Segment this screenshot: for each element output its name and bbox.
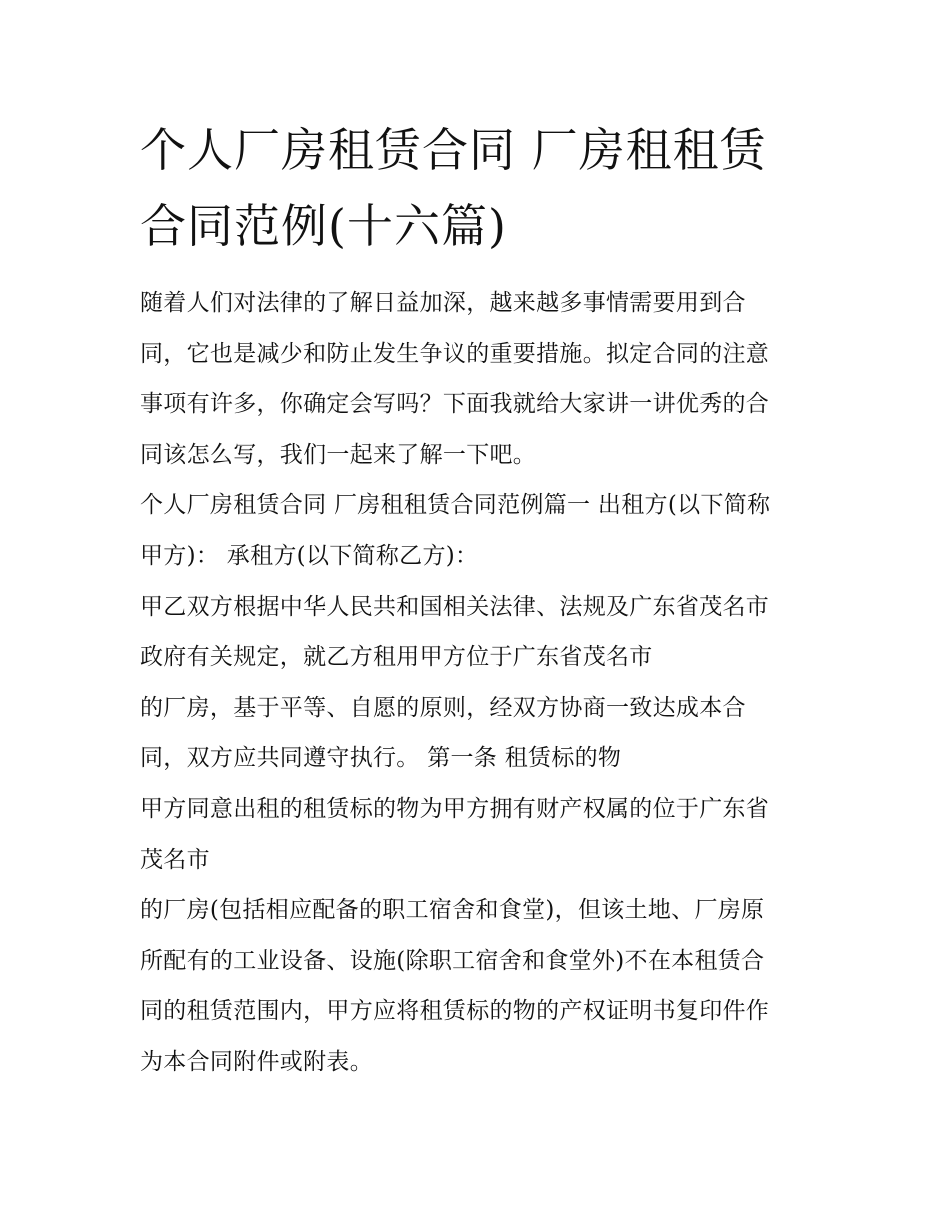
body-line: 同该怎么写，我们一起来了解一下吧。 xyxy=(140,441,537,468)
body-line: 同，它也是减少和防止发生争议的重要措施。拟定合同的注意 xyxy=(140,340,770,367)
body-line: 事项有许多，你确定会写吗？下面我就给大家讲一讲优秀的合 xyxy=(140,391,770,418)
body-line: 甲方同意出租的租赁标的物为甲方拥有财产权属的位于广东省 xyxy=(140,795,770,822)
body-line: 政府有关规定，就乙方租用甲方位于广东省茂名市 xyxy=(140,644,653,671)
body-line: 为本合同附件或附表。 xyxy=(140,1048,373,1075)
body-line: 同的租赁范围内，甲方应将租赁标的物的产权证明书复印件作 xyxy=(140,998,770,1025)
body-line: 所配有的工业设备、设施(除职工宿舍和食堂外)不在本租赁合 xyxy=(140,947,765,974)
body-line: 同，双方应共同遵守执行。 第一条 租赁标的物 xyxy=(140,745,622,772)
document-body xyxy=(140,278,820,1088)
body-line: 甲方)： 承租方(以下简称乙方)： xyxy=(140,542,479,569)
title-line: 合同范例(十六篇) xyxy=(140,199,507,253)
body-line: 随着人们对法律的了解日益加深，越来越多事情需要用到合 xyxy=(140,290,746,316)
body-line: 甲乙双方根据中华人民共和国相关法律、法规及广东省茂名市 xyxy=(140,593,770,620)
body-line: 的厂房(包括相应配备的职工宿舍和食堂)，但该土地、厂房原 xyxy=(140,897,765,924)
title-line: 个人厂房租赁合同 厂房租租赁 xyxy=(140,123,767,177)
document-title xyxy=(140,112,820,264)
body-line: 的厂房，基于平等、自愿的原则，经双方协商一致达成本合 xyxy=(140,694,746,721)
body-line: 茂名市 xyxy=(140,846,210,873)
body-line: 个人厂房租赁合同 厂房租租赁合同范例篇一 出租方(以下简称 xyxy=(140,492,771,519)
